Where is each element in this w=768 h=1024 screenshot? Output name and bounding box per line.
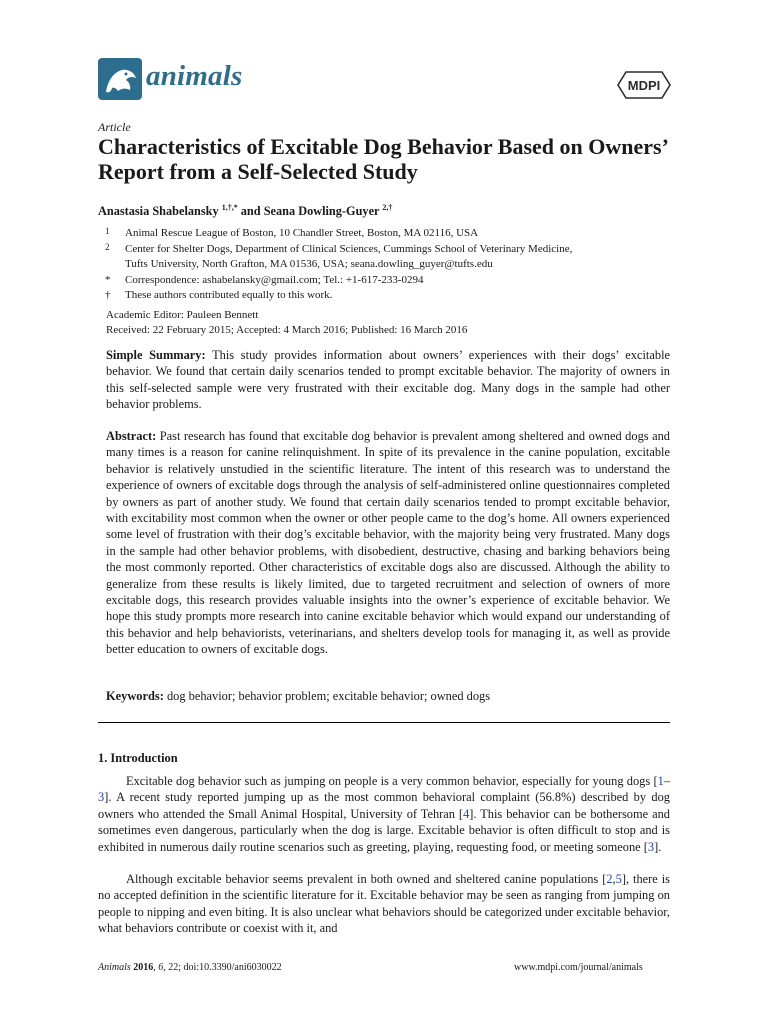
affiliation-text: Correspondence: ashabelansky@gmail.com; Tel.: +1-617-233-0294: [125, 274, 424, 286]
paper-title: Characteristics of Excitable Dog Behavior Based on Owners’ Report from a Self-Selected Study: [98, 134, 668, 184]
paragraph-text: Excitable dog behavior such as jumping on people is a very common behavior, especially for young dogs [: [126, 774, 658, 788]
citation-link[interactable]: 3: [98, 790, 105, 805]
author-conjunction: and: [237, 204, 264, 219]
footer-url[interactable]: www.mdpi.com/journal/animals: [514, 962, 643, 973]
abstract-text: Past research has found that excitable dog behavior is prevalent among sheltered and owned dogs and many times is a reason for canine relinquishment. In spite of its prevalence in the canine population, excitable behavior is relatively unstudied in the scientific literature. The intent of this research was to understand the experience of owners of excitable dogs through the analysis of self-administered online questionnaires completed by owners as part of another study. We found that certain daily scenarios tended to prompt excitable behavior, with excitability most common when the owner or other people came to the dog’s home. All owners experienced some level of frustration with their dog’s excitable behavior, with the majority being very frustrated. Many dogs in the sample had other behavior problems, with disobedient, destructive, chasing and barking behaviors being the most commonly reported. Other characteristics of excitable dogs also are discussed. Although the ability to generalize from these results is likely limited, due to targeted recruitment and selection of owners of more excitable dogs, this research provides valuable insights into the owner’s experience of excitable behavior. We hope this study prompts more research into canine excitable behavior which would expand our understanding of this behavior and help behaviorists, veterinarians, and shelters develop tools for managing it, as well as provide better education to owners of excitable dogs.: [106, 429, 670, 657]
citation-link[interactable]: 2: [606, 872, 613, 886]
affiliation-text: Animal Rescue League of Boston, 10 Chandler Street, Boston, MA 02116, USA: [125, 227, 479, 239]
intro-paragraph-2: [98, 871, 670, 937]
keywords-label: Keywords:: [106, 689, 164, 703]
author-name: Seana Dowling-Guyer: [263, 204, 380, 219]
article-type: Article: [98, 120, 131, 134]
academic-editor: Academic Editor: Pauleen Bennett: [106, 309, 259, 321]
footer-journal: Animals: [98, 962, 131, 973]
footer-year: 2016: [133, 962, 154, 973]
author-affiliation-marks: 1,†,*: [221, 203, 238, 212]
affiliation-text: These authors contributed equally to this work.: [125, 289, 333, 301]
abstract-label: Abstract:: [106, 429, 157, 443]
abstract: [106, 428, 670, 658]
paragraph-text: ]. This behavior can be bothersome and sometimes even dangerous, particularly when the dog is large. Excitable behavior is often difficult to stop and is exhibited in numerous daily routine scenarios such as greeting, playing, requesting food, or meeting someone [: [98, 806, 670, 854]
publisher-label: MDPI: [627, 78, 661, 93]
author-name: Anastasia Shabelansky: [98, 204, 219, 219]
publication-dates: Received: 22 February 2015; Accepted: 4 March 2016; Published: 16 March 2016: [106, 324, 468, 336]
intro-paragraph-1: [98, 773, 670, 855]
author-affiliation-marks: 2,†: [382, 203, 393, 212]
affiliation-text: Tufts University, North Grafton, MA 01536, USA; seana.dowling_guyer@tufts.edu: [125, 258, 493, 270]
journal-name: animals: [146, 60, 243, 92]
paragraph-text: ]. A recent study reported jumping up as the most common behavioral complaint (56.8%) described by dog owners who attended the Small Animal Hospital, University of Tehran [: [98, 790, 670, 821]
footer-citation: Animals 2016, 6, 22; doi:10.3390/ani6030022: [98, 962, 282, 973]
affiliation-text: Center for Shelter Dogs, Department of Clinical Sciences, Cummings School of Veterinary Medicine,: [125, 243, 573, 255]
simple-summary-text: This study provides information about owners’ experiences with their dogs’ excitable behavior. We found that certain daily scenarios tended to prompt excitable behavior. The majority of owners in this self-selected sample were very frustrated with their excitable dog. Many dogs in the sample had other behavior problems.: [106, 348, 671, 412]
citation-link[interactable]: 1: [657, 774, 664, 788]
affiliation-mark: 2: [105, 242, 110, 252]
citation-link[interactable]: 3: [647, 839, 655, 854]
footer-doi: , 22; doi:10.3390/ani6030022: [163, 962, 282, 973]
keywords: [106, 688, 670, 704]
paragraph-text: Although excitable behavior seems prevalent in both owned and sheltered canine populations [: [126, 872, 607, 886]
affiliation-mark: 1: [105, 226, 110, 236]
paragraph-text: ], there is no accepted definition in the scientific literature for it. Excitable behavior may be seen as ranging from jumping on people to nipping and even biting. It is also unclear what behaviors should be categorized under excitable behavior, what behaviors contribute or coexist with it, and: [98, 872, 671, 936]
keywords-text: dog behavior; behavior problem; excitable behavior; owned dogs: [166, 689, 491, 703]
section-divider: [98, 722, 670, 723]
simple-summary: [106, 347, 670, 413]
paragraph-text: ].: [654, 839, 662, 854]
citation-link[interactable]: 4: [463, 806, 470, 821]
citation-link[interactable]: 5: [615, 872, 622, 886]
footer-volume: 6: [158, 962, 164, 973]
journal-logo-icon: [98, 58, 142, 100]
mdpi-logo-icon: [616, 70, 672, 100]
affiliation-mark: *: [105, 274, 111, 286]
citation-separator: ,: [612, 872, 616, 886]
section-heading: 1. Introduction: [98, 751, 178, 765]
citation-separator: –: [663, 774, 670, 788]
author-list: [98, 203, 392, 219]
affiliation-mark: †: [105, 289, 111, 301]
simple-summary-label: Simple Summary:: [106, 348, 206, 362]
